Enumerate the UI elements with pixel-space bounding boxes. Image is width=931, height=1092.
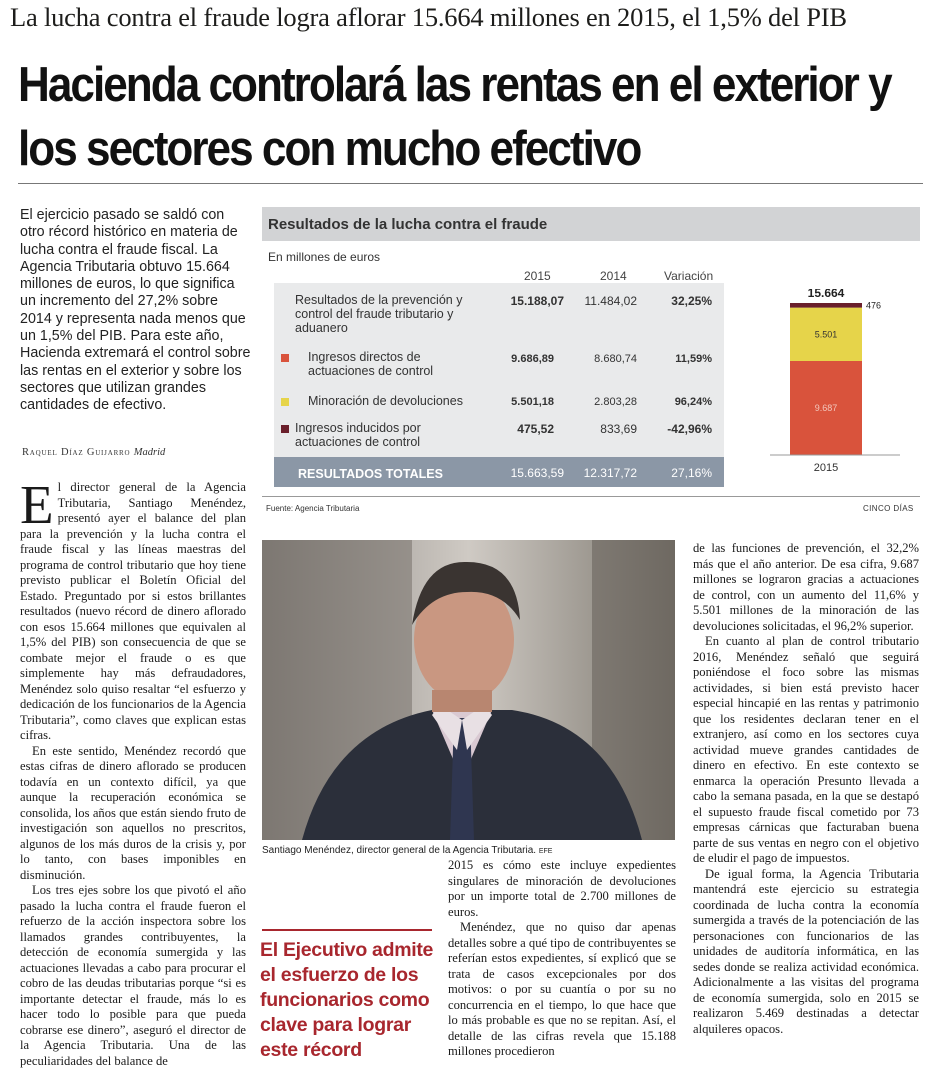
row-value-variacion: 11,59% bbox=[675, 353, 712, 365]
col-header-2014: 2014 bbox=[600, 269, 627, 283]
row-value-variacion: 32,25% bbox=[671, 294, 712, 308]
divider bbox=[18, 183, 923, 184]
photo-credit: EFE bbox=[538, 848, 553, 855]
row-label: Ingresos inducidos por actuaciones de control bbox=[295, 421, 421, 449]
row-label: Ingresos directos de actuaciones de control bbox=[308, 350, 434, 378]
headline: Hacienda controlará las rentas en el exterior y los sectores con mucho efectivo bbox=[18, 58, 891, 176]
infographic-title: Resultados de la lucha contra el fraude bbox=[268, 216, 548, 233]
col-header-variacion: Variación bbox=[664, 269, 714, 283]
stacked-bar-chart bbox=[760, 289, 910, 479]
source-note: Fuente: Agencia Tributaria bbox=[266, 504, 360, 513]
byline bbox=[22, 447, 165, 458]
pull-quote-rule bbox=[262, 929, 432, 931]
caption-text: Santiago Menéndez, director general de la Agencia Tributaria. bbox=[262, 845, 537, 856]
total-value-2015: 15.663,59 bbox=[510, 466, 564, 480]
article-column-2 bbox=[448, 858, 676, 1060]
category-label: 2015 bbox=[813, 462, 839, 474]
row-value-2015: 5.501,18 bbox=[511, 396, 554, 408]
byline-place: Madrid bbox=[133, 447, 166, 458]
row-value-2015: 475,52 bbox=[517, 422, 554, 436]
portrait-illustration bbox=[262, 540, 675, 840]
body-paragraph: En cuanto al plan de control tributario 2016, Menéndez señaló que seguirá poniéndose el foco sobre las mismas actividades, si bien está previsto hacer especial hincapié en las rentas y patrimonio que los residentes declaran tener en el extranjero, así como en los sectores cuya actividad mueve grandes cantidades de dinero en efectivo. En este contexto se enmarca la operación Presunto llevada a cabo la semana pasada, en la que se destapó el supuesto fraude fiscal cometido por 73 empresas cárnicas que facturaban buena parte de sus ventas en negro con el objetivo de eludir el pago de impuestos. bbox=[693, 634, 919, 865]
segment-label: 9.687 bbox=[814, 402, 838, 413]
total-value-2014: 12.317,72 bbox=[583, 466, 637, 480]
article-column-3 bbox=[693, 541, 919, 1037]
row-value-2014: 833,69 bbox=[600, 422, 637, 436]
legend-swatch-yellow bbox=[281, 398, 289, 406]
body-paragraph: En este sentido, Menéndez recordó que estas cifras de dinero aflorado se producen todavía en un contexto difícil, ya que aunque la recuperación económica se consolida, los años que están siendo fruto de investigación son aquellos no prescritos, algunos de los más duros de la crisis y, por lo tanto, con bases imponibles en disminución. bbox=[20, 743, 246, 882]
row-value-2015: 9.686,89 bbox=[511, 353, 554, 365]
legend-swatch-red bbox=[281, 354, 289, 362]
dropcap: E bbox=[20, 474, 54, 535]
body-paragraph: Menéndez, que no quiso dar apenas detalles sobre a qué tipo de contribuyentes se referían estos expedientes, sí explicó que se trata de casos excepcionales por dos motivos: o por su cuantía o por su no concurrencia en el tiempo, lo que hace que lo más probable es que no se repitan. Así, el detalle de las cifras revela que 15.188 millones procedieron bbox=[448, 920, 676, 1058]
byline-author: Raquel Díaz Guijarro bbox=[22, 447, 131, 458]
row-value-2014: 2.803,28 bbox=[594, 396, 637, 408]
lead-paragraph: El ejercicio pasado se saldó con otro récord histórico en materia de lucha contra el fraude fiscal. La Agencia Tributaria obtuvo 15.664 millones de euros, lo que significa un incremento del 27,2% sobre 2014 y representa nada menos que un 1,5% del PIB. Para este año, Hacienda extremará el control sobre las rentas en el exterior y sobre los sectores que utilizan grandes cantidades de efectivo. bbox=[20, 207, 251, 414]
row-value-2015: 15.188,07 bbox=[510, 294, 564, 308]
infographic bbox=[262, 207, 920, 517]
segment-label: 476 bbox=[866, 300, 882, 311]
row-value-variacion: -42,96% bbox=[667, 422, 712, 436]
body-paragraph: De igual forma, la Agencia Tributaria mantendrá este ejercicio su estrategia coordinada de lucha contra la economía sumergida a través de la potenciación de las personaciones con funcionarios de las unidades de auditoría informática, en las sedes donde se realiza actividad económica. Adicionalmente a las visitas del programa de economía sumergida, solo en 2015 se realizaron 5.469 destinadas a detectar alquileres opacos. bbox=[693, 866, 919, 1036]
row-value-2014: 11.484,02 bbox=[584, 294, 637, 308]
row-value-2014: 8.680,74 bbox=[594, 353, 637, 365]
bar-segment-3 bbox=[790, 303, 862, 308]
total-label: 15.664 bbox=[807, 289, 845, 300]
body-paragraph: l director general de la Agencia Tributaria, Santiago Menéndez, presentó ayer el balance del plan para la prevención y la lucha contra el fraude fiscal y las líneas maestras del programa de control tributario que hoy tiene previsto publicar el Boletín Oficial del Estado. Preguntado por si estos brillantes resultados (nuevo récord de dinero aflorado con esos 15.664 millones que equivalen al 1,5% del PIB) son consecuencia de que se combate mejor el fraude o es que simplemente hay más defraudadores, Menéndez solo quiso resaltar “el esfuerzo y dedicación de los funcionarios de la Agencia Tributaria”, como claves que explican estas cifras. bbox=[20, 480, 246, 742]
total-value-variacion: 27,16% bbox=[671, 466, 712, 480]
article-column-1 bbox=[20, 474, 246, 1069]
divider bbox=[262, 496, 920, 497]
kicker: La lucha contra el fraude logra aflorar 15.664 millones en 2015, el 1,5% del PIB bbox=[10, 2, 847, 32]
pull-quote: El Ejecutivo admite el esfuerzo de los funcionarios como clave para lograr este récord bbox=[260, 939, 434, 1061]
col-header-2015: 2015 bbox=[524, 269, 551, 283]
credit-note: CINCO DÍAS bbox=[863, 504, 914, 513]
total-label: RESULTADOS TOTALES bbox=[298, 467, 443, 481]
row-label: Resultados de la prevención y control del fraude tributario y aduanero bbox=[295, 293, 463, 335]
body-paragraph: 2015 es cómo este incluye expedientes singulares de minoración de devoluciones por un importe total de 2.700 millones de euros. bbox=[448, 858, 676, 919]
row-value-variacion: 96,24% bbox=[674, 396, 712, 408]
portrait-photo bbox=[262, 540, 675, 840]
row-label: Minoración de devoluciones bbox=[308, 394, 463, 408]
photo-caption bbox=[262, 845, 682, 856]
body-paragraph: Los tres ejes sobre los que pivotó el año pasado la lucha contra el fraude fueron el refuerzo de la acción inspectora sobre los llamados grandes contribuyentes, la detección de economía sumergida y las actuaciones llevadas a cabo para procurar el cobro de las deudas tributarias porque “si es importante detectar el fraude, más lo es hacer todo lo posible para que pueda cobrarse ese dinero”, aseguró el director de la Agencia Tributaria. Una de las peculiaridades del balance de bbox=[20, 883, 246, 1068]
infographic-subtitle: En millones de euros bbox=[268, 250, 381, 264]
body-paragraph: de las funciones de prevención, el 32,2% más que el año anterior. De esa cifra, 9.687 millones se lograron gracias a actuaciones de control, con un aumento del 11,6% y 5.501 millones de la minoración de las devoluciones solicitadas, el 96,2% superior. bbox=[693, 541, 919, 633]
legend-swatch-maroon bbox=[281, 425, 289, 433]
segment-label: 5.501 bbox=[814, 329, 838, 340]
